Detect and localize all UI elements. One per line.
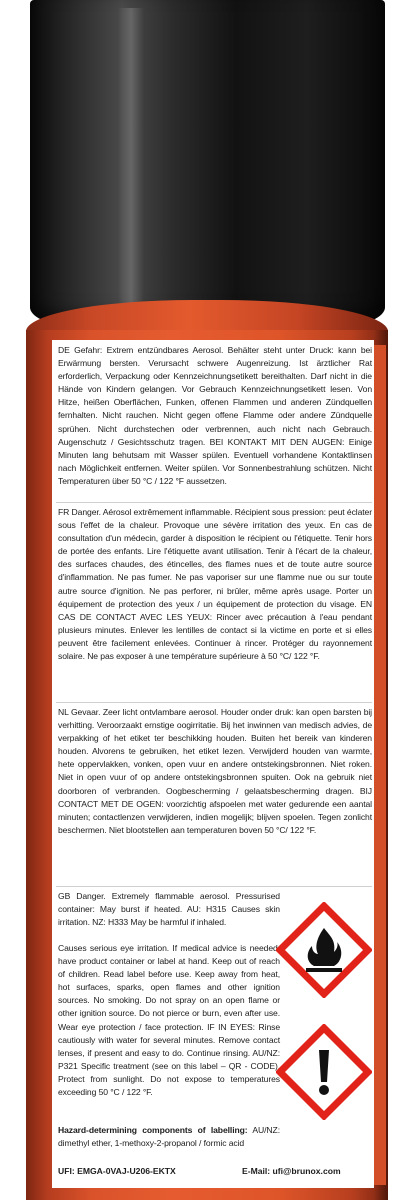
side-strip	[374, 345, 386, 1185]
hazard-components	[58, 1124, 280, 1150]
section-divider	[56, 886, 372, 887]
flame-pictogram	[276, 902, 372, 998]
exclamation-pictogram	[276, 1024, 372, 1120]
email-contact: E-Mail: ufi@brunox.com	[242, 1166, 341, 1176]
section-divider	[56, 702, 372, 703]
warning-label	[52, 340, 374, 1188]
hazard-components-list: AU/NZ: dimethyl ether, 1-methoxy-2-propanol / formic acid	[58, 1125, 280, 1149]
section-divider	[56, 502, 372, 503]
warning-text-gb-top: GB Danger. Extremely flammable aerosol. Pressurised container: May burst if heated. AU: H315 Causes skin irritation. NZ: H333 May be harmful if inhaled.	[58, 891, 280, 928]
hazard-components-title: Hazard-determining components of labelling:	[58, 1125, 248, 1135]
warning-text-gb: Causes serious eye irritation. If medical advice is needed, have product container or label at hand. Keep out of reach of children. Read label before use. Keep away from heat, hot surfaces, sparks, open flames and other ignition sources. No smoking. Do not spray on an open flame or other ignition source. Do not pierce or burn, even after use. Wear eye protection / face protection. IF IN EYES: Rinse cautiously with water for several minutes. Remove contact lenses, if present and easy to do. Continue rinsing. AU/NZ: P321 Specific treatment (see on this label – QR - CODE). Protect from sunlight. Do not expose to temperatures exceeding 50 °C / 122 °F.	[58, 943, 280, 1098]
can-cap	[30, 0, 385, 325]
warning-text-fr: FR Danger. Aérosol extrêmement inflammable. Récipient sous pression: peut éclater sous l'effet de la chaleur. Provoque une sévère irritation des yeux. En cas de consultation d'un médecin, garder à disposition le récipient ou l'étiquette. Tenir hors de portée des enfants. Lire l'étiquette avant utilisation. Tenir à l'écart de la chaleur, des surfaces chaudes, des étincelles, des flames nues et de toute autre source d'inflammation. Ne pas fumer. Ne pas vaporiser sur une flamme nue ou sur toute autre source d'ignition. Ne pas perforer, ni brûler, même après usage. Porter un équipement de protection des yeux / un équipement de protection du visage. EN CAS DE CONTACT AVEC LES YEUX: Rincer avec précaution à l'eau pendant plusieurs minutes. Enlever les lentilles de contact si la victime en porte et si elles peuvent être facilement enlevées. Continuer à rincer. Protéger du rayonnement solaire. Ne pas exposer à une température supérieure à 50 °C/ 122 °F.	[58, 507, 372, 662]
warning-text-de: DE Gefahr: Extrem entzündbares Aerosol. Behälter steht unter Druck: kann bei Erwärmung bersten. Verursacht schwere Augenreizung. Ist ärztlicher Rat erforderlich, Verpackung oder Kennzeichnungsetikett bereithalten. Darf nicht in die Hände von Kindern gelangen. Vor Gebrauch Kennzeichnungsetikett lesen. Von Hitze, heißen Oberflächen, Funken, offenen Flammen und anderen Zündquellen fernhalten. Nicht rauchen. Nicht gegen offene Flamme oder andere Zündquelle sprühen. Nicht durchstechen oder verbrennen, auch nicht nach Gebrauch. Augenschutz / Gesichtsschutz tragen. BEI KONTAKT MIT DEN AUGEN: Einige Minuten lang behutsam mit Wasser spülen. Eventuell vorhandene Kontaktlinsen nach Möglichkeit entfernen. Weiter spülen. Vor Sonnenbestrahlung schützen. Nicht Temperaturen über 50 °C / 122 °F aussetzen.	[58, 345, 372, 486]
ufi-code: UFI: EMGA-0VAJ-U206-EKTX	[58, 1166, 176, 1176]
warning-text-nl: NL Gevaar. Zeer licht ontvlambare aerosol. Houder onder druk: kan open barsten bij verhitting. Veroorzaakt ernstige oogirritatie. Bij het inwinnen van medisch advies, de verpakking of het etiket ter beschikking houden. Buiten het bereik van kinderen houden. Alvorens te gebruiken, het etiket lezen. Verwijderd houden van warmte, hete oppervlakken, vonken, open vuur en andere ontstekingsbronnen. Niet roken. Niet in open vuur of op andere ontstekingsbronnen spuiten. Ook na gebruik niet doorboren of verbranden. Oogbescherming / gelaatsbescherming dragen. BIJ CONTACT MET DE OGEN: voorzichtig afspoelen met water gedurende een aantal minuten; contactlenzen verwijderen, indien mogelijk; blijven spoelen. Tegen zonlicht beschermen. Niet blootstellen aan temperaturen boven 50 °C/ 122 °F.	[58, 707, 372, 835]
flame-icon	[276, 902, 372, 998]
exclamation-mark-icon	[276, 1024, 372, 1120]
cap-highlight	[118, 8, 144, 308]
